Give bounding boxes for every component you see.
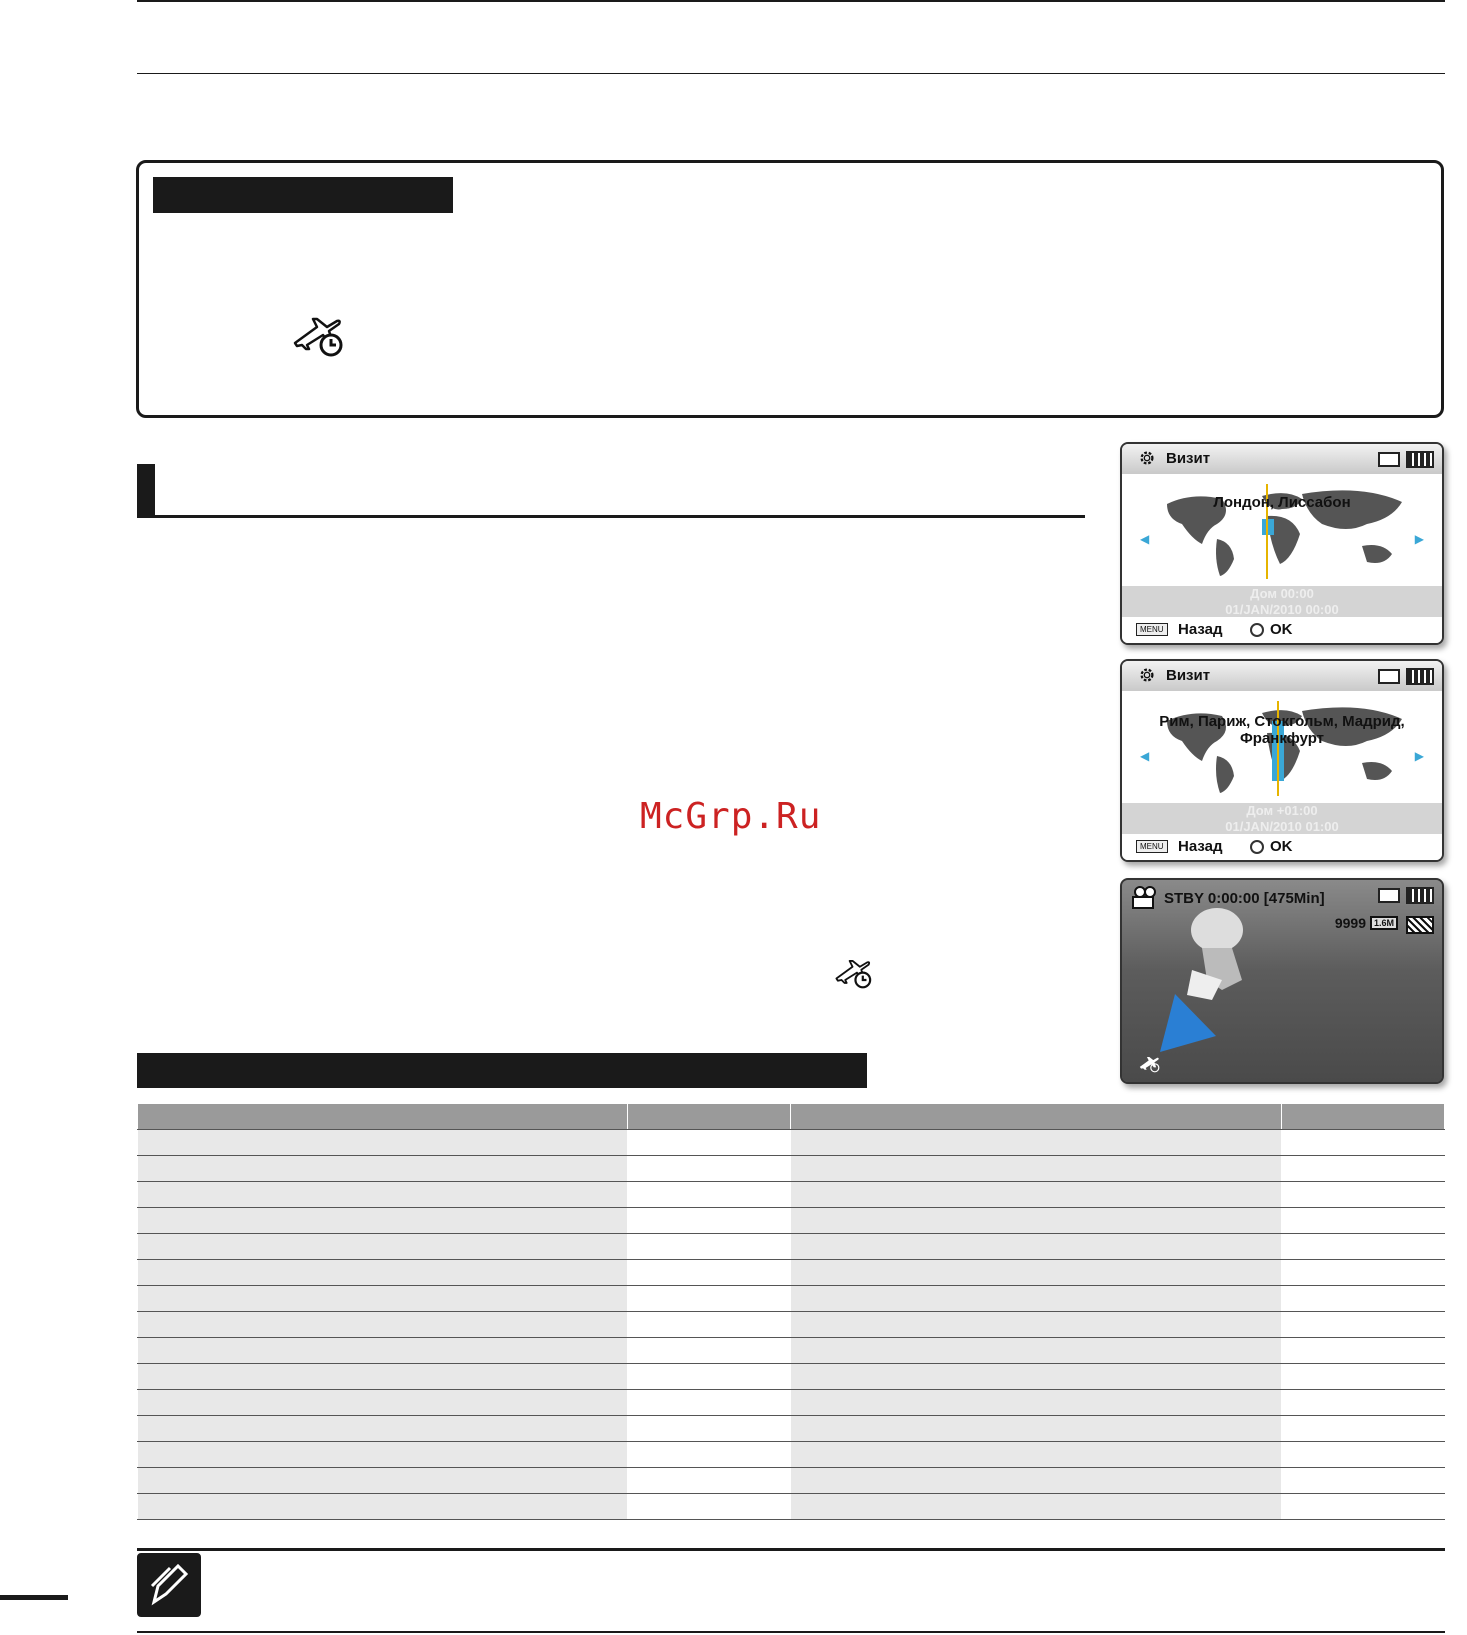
watermark-text: McGrp.Ru	[640, 796, 822, 837]
table-row	[138, 1130, 1445, 1156]
world-map	[1122, 474, 1442, 584]
lcd-datetime: 01/JAN/2010 00:00	[1225, 602, 1339, 617]
menu-key[interactable]: MENU	[1136, 623, 1168, 636]
lcd-datetime: 01/JAN/2010 01:00	[1225, 819, 1339, 834]
lcd-time-band	[1122, 803, 1442, 837]
table-row	[138, 1182, 1445, 1208]
lcd-time-band	[1122, 586, 1442, 620]
right-arrow-icon[interactable]: ▶	[1414, 749, 1424, 763]
lcd-city-line-1: Рим, Париж, Стокгольм, Мадрид,	[1159, 713, 1405, 730]
back-label: Назад	[1178, 621, 1223, 638]
joystick-icon[interactable]	[1250, 623, 1264, 637]
airplane-clock-icon	[832, 955, 876, 991]
right-arrow-icon[interactable]: ▶	[1414, 532, 1424, 546]
table-row	[138, 1156, 1445, 1182]
tip-box	[136, 160, 1444, 418]
lcd-city-name	[1122, 713, 1442, 747]
lcd-screen-visit-london	[1120, 442, 1444, 645]
lcd-title: Визит	[1166, 450, 1211, 467]
table-row	[138, 1494, 1445, 1520]
ok-label: OK	[1270, 838, 1293, 855]
lcd-city-name: Лондон, Лиссабон	[1213, 494, 1351, 511]
battery-icon	[1406, 451, 1434, 468]
tip-box-heading-bar	[153, 177, 453, 213]
note-bottom-rule	[137, 1631, 1445, 1633]
table-row	[138, 1416, 1445, 1442]
video-camera-icon	[1130, 886, 1160, 910]
battery-icon	[1406, 887, 1434, 904]
table-row	[138, 1312, 1445, 1338]
section-heading-rule	[137, 515, 1085, 518]
pointer-arrow-icon	[1150, 992, 1220, 1054]
table-row	[138, 1338, 1445, 1364]
pencil-icon	[140, 1556, 198, 1614]
table-row	[138, 1234, 1445, 1260]
world-map	[1122, 691, 1442, 801]
lcd-title-bar	[1122, 444, 1442, 474]
lcd-title: Визит	[1166, 667, 1211, 684]
memory-card-icon	[1378, 888, 1400, 903]
table-row	[138, 1286, 1445, 1312]
header-top-rule	[137, 0, 1445, 2]
lcd-bottom-bar	[1122, 834, 1442, 860]
left-arrow-icon[interactable]: ◀	[1140, 532, 1150, 546]
menu-key[interactable]: MENU	[1136, 840, 1168, 853]
battery-icon	[1406, 668, 1434, 685]
airplane-clock-icon	[289, 313, 349, 358]
table-row	[138, 1442, 1445, 1468]
airplane-clock-icon	[1138, 1054, 1162, 1074]
page-number-tab	[0, 1595, 68, 1600]
table-header-row	[138, 1104, 1445, 1130]
lcd-time-offset: Дом 00:00	[1250, 586, 1314, 601]
note-top-rule	[137, 1548, 1445, 1551]
joystick-icon[interactable]	[1250, 840, 1264, 854]
table-row	[138, 1364, 1445, 1390]
memory-card-icon	[1378, 669, 1400, 684]
table-header-cell	[628, 1104, 791, 1130]
quality-badge: 1.6M	[1370, 916, 1398, 930]
section-heading-marker	[137, 464, 155, 518]
lcd-screen-recording	[1120, 878, 1444, 1084]
lcd-time-offset: Дом +01:00	[1246, 803, 1318, 818]
table-header-cell	[138, 1104, 628, 1130]
table-header-cell	[791, 1104, 1282, 1130]
table-row	[138, 1208, 1445, 1234]
ok-label: OK	[1270, 621, 1293, 638]
lcd-city-line-2: Франкфурт	[1239, 730, 1325, 747]
back-label: Назад	[1178, 838, 1223, 855]
scene-mode-icon	[1406, 916, 1434, 934]
lcd-bottom-bar	[1122, 617, 1442, 643]
gear-icon	[1138, 449, 1156, 467]
table-heading-bar	[137, 1053, 867, 1088]
header-bottom-rule	[137, 73, 1445, 74]
memory-card-icon	[1378, 452, 1400, 467]
note-pencil-icon	[137, 1553, 201, 1617]
table-row	[138, 1468, 1445, 1494]
lcd-screen-visit-paris	[1120, 659, 1444, 862]
table-row	[138, 1390, 1445, 1416]
left-arrow-icon[interactable]: ◀	[1140, 749, 1150, 763]
table-header-cell	[1282, 1104, 1445, 1130]
table-row	[138, 1260, 1445, 1286]
lcd-title-bar	[1122, 661, 1442, 691]
timezone-table	[137, 1103, 1445, 1520]
photo-count: 9999	[1334, 915, 1366, 931]
gear-icon	[1138, 666, 1156, 684]
recording-status: STBY 0:00:00 [475Min]	[1164, 890, 1325, 907]
